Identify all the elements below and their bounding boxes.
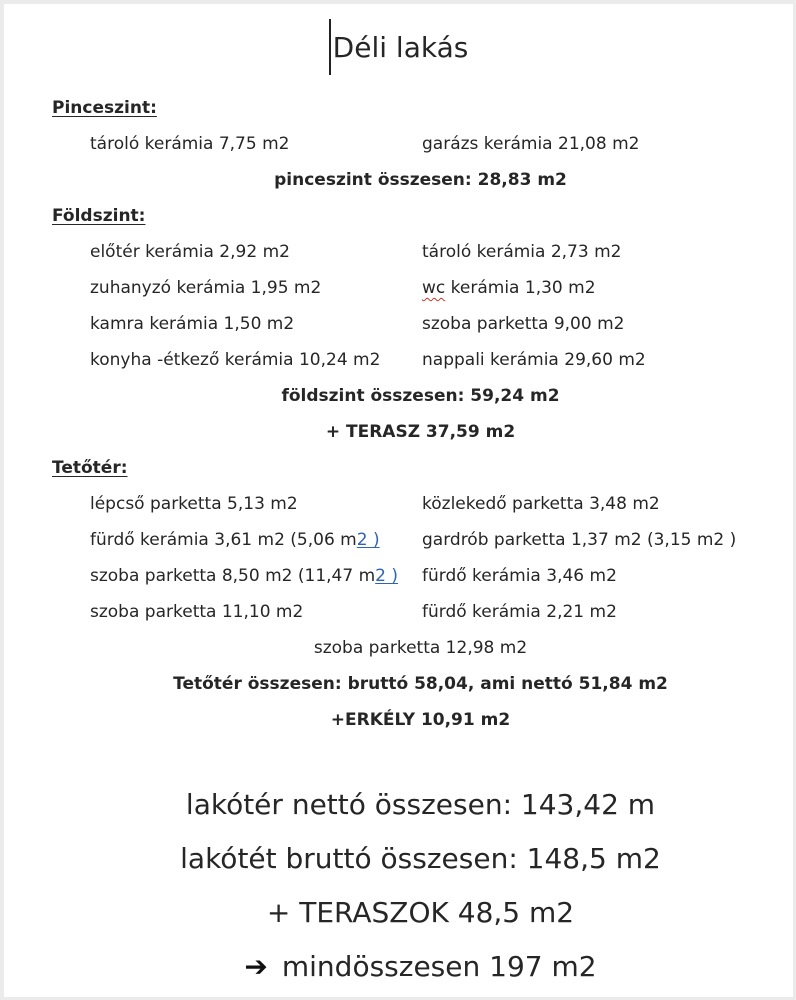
room-entry: közlekedő parketta 3,48 m2 bbox=[422, 494, 660, 514]
room-entry: szoba parketta 9,00 m2 bbox=[422, 314, 625, 334]
summary-final-text: mindösszesen 197 m2 bbox=[281, 950, 597, 983]
room-entry-text: szoba parketta 8,50 m2 (11,47 m bbox=[90, 566, 376, 586]
area-row bbox=[52, 522, 789, 558]
room-entry: tároló kerámia 2,73 m2 bbox=[422, 242, 622, 262]
room-entry: fürdő kerámia 3,46 m2 bbox=[422, 566, 617, 586]
room-entry: tároló kerámia 7,75 m2 bbox=[90, 134, 290, 154]
area-row bbox=[52, 558, 789, 594]
room-entry-centered: szoba parketta 12,98 m2 bbox=[313, 638, 528, 658]
grand-totals bbox=[52, 778, 789, 994]
text-cursor bbox=[329, 19, 331, 75]
section-total: Tetőtér összesen: bruttó 58,04, ami nettó 51,84 m2 bbox=[173, 674, 668, 694]
section-total-terasz: + TERASZ 37,59 m2 bbox=[325, 422, 516, 442]
room-entry: kamra kerámia 1,50 m2 bbox=[90, 314, 295, 334]
room-entry: garázs kerámia 21,08 m2 bbox=[422, 134, 640, 154]
area-row bbox=[52, 126, 789, 162]
room-entry-text: kerámia 1,30 m2 bbox=[445, 278, 596, 298]
section-total: pinceszint összesen: 28,83 m2 bbox=[274, 170, 567, 190]
document-title: Déli lakás bbox=[332, 30, 469, 64]
room-entry bbox=[52, 522, 422, 558]
room-entry: előtér kerámia 2,92 m2 bbox=[90, 242, 290, 262]
section-heading-tetoter: Tetőtér: bbox=[52, 458, 128, 478]
room-entry: zuhanyzó kerámia 1,95 m2 bbox=[90, 278, 322, 298]
room-entry: fürdő kerámia 2,21 m2 bbox=[422, 602, 617, 622]
section-heading-foldszint: Földszint: bbox=[52, 206, 146, 226]
section-heading-pinceszint: Pinceszint: bbox=[52, 98, 157, 118]
summary-line-teraszok: + TERASZOK 48,5 m2 bbox=[266, 896, 575, 929]
area-row bbox=[52, 270, 789, 306]
section-total-erkely: +ERKÉLY 10,91 m2 bbox=[330, 710, 511, 730]
room-entry bbox=[422, 270, 596, 306]
document-body bbox=[52, 90, 789, 738]
room-entry: szoba parketta 11,10 m2 bbox=[90, 602, 304, 622]
room-entry: gardrób parketta 1,37 m2 (3,15 m2 ) bbox=[422, 530, 737, 550]
room-entry bbox=[52, 558, 422, 594]
hyperlink-fragment[interactable]: 2 ) bbox=[356, 530, 380, 550]
document-title-row bbox=[4, 4, 793, 90]
hyperlink-fragment[interactable]: 2 ) bbox=[375, 566, 398, 586]
room-entry: nappali kerámia 29,60 m2 bbox=[422, 350, 646, 370]
area-row bbox=[52, 342, 789, 378]
area-row bbox=[52, 594, 789, 630]
section-total: földszint összesen: 59,24 m2 bbox=[281, 386, 560, 406]
room-entry-text: fürdő kerámia 3,61 m2 (5,06 m bbox=[90, 530, 357, 550]
right-arrow-icon: ➔ bbox=[244, 950, 268, 983]
summary-line-final bbox=[52, 940, 789, 994]
area-row bbox=[52, 486, 789, 522]
room-entry: konyha -étkező kerámia 10,24 m2 bbox=[90, 350, 381, 370]
summary-line-brutto: lakótét bruttó összesen: 148,5 m2 bbox=[180, 842, 661, 875]
area-row bbox=[52, 234, 789, 270]
room-entry: lépcső parketta 5,13 m2 bbox=[90, 494, 298, 514]
summary-line-netto: lakótér nettó összesen: 143,42 m bbox=[185, 788, 656, 821]
area-row bbox=[52, 306, 789, 342]
misspelled-word: wc bbox=[422, 278, 446, 298]
